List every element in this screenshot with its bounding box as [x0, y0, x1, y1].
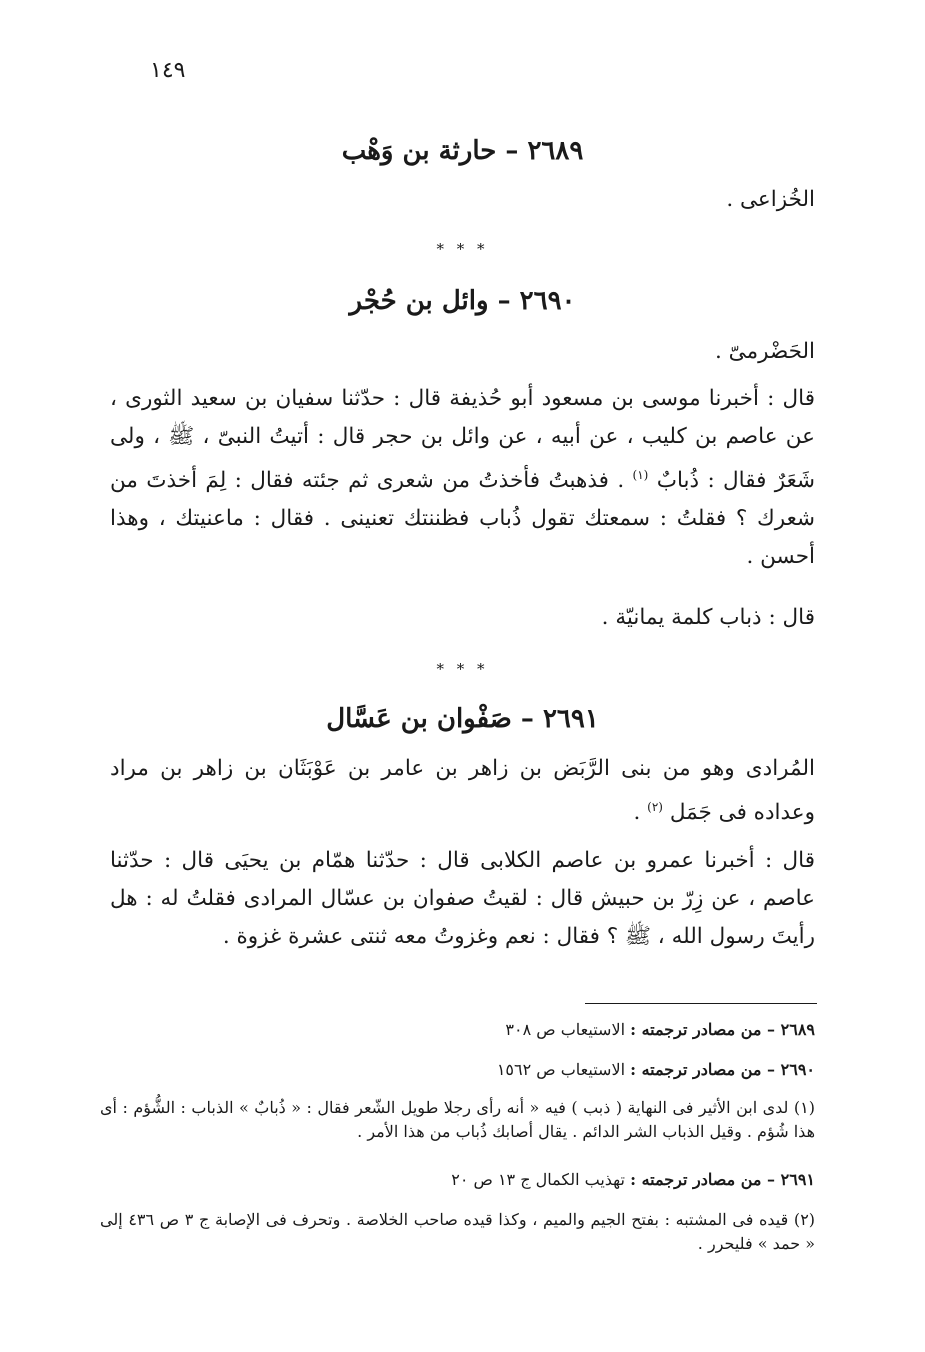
page-number: ١٤٩	[150, 58, 186, 83]
entry-title-2689: ٢٦٨٩ – حارثة بن وَهْب	[341, 136, 584, 166]
footnote-ref-2: (٢)	[647, 800, 663, 814]
footnote-sources-2691	[100, 1168, 815, 1192]
entry-title-2690: ٢٦٩٠ – وائل بن حُجْر	[349, 286, 576, 316]
lineage-text: المُرادى وهو من بنى الرَّبَض بن زاهر بن عامر بن عَوْبَثَان بن زاهر بن مراد وعداده فى جَمَل	[110, 756, 815, 826]
footnote-label: ٢٦٩٠ – من مصادر ترجمته :	[630, 1060, 815, 1079]
footnote-source: الاستيعاب ص ١٥٦٢	[496, 1060, 626, 1079]
section-separator: * * *	[436, 240, 489, 258]
lineage-end: .	[633, 800, 641, 826]
footnote-ref-1: (١)	[632, 468, 649, 482]
footnote-2: (٢) قيده فى المشتبه : بفتح الجيم والميم ، وكذا قيده صاحب الخلاصة . وتحرف فى الإصابة ج ٣ ص ٤٣٦ إلى « حمد » فليحرر .	[100, 1210, 816, 1253]
footnote-sources-2689	[100, 1018, 815, 1042]
footnote-source: تهذيب الكمال ج ١٣ ص ٢٠	[451, 1170, 626, 1189]
section-separator: * * *	[436, 660, 489, 678]
footnote-divider	[585, 1003, 817, 1004]
entry-paragraph-2690	[110, 380, 815, 576]
entry-title-2691: ٢٦٩١ – صَفْوان بن عَسَّال	[326, 704, 599, 734]
paragraph-text-cont: . فذهبتُ فأخذتُ من شعرى ثم جئته فقال : لِمَ أخذتَ من شعرك ؟ فقلتُ : سمعتك تقول ذُباب فظننتك تعنينى . فقال : ماعنيتك ، وهذا أحسن .	[110, 468, 815, 570]
footnote-sources-2690	[100, 1058, 815, 1082]
footnote-source: الاستيعاب ص ٣٠٨	[505, 1020, 626, 1039]
entry-closing-2690: قال : ذباب كلمة يمانيّة .	[601, 605, 815, 630]
footnote-label: ٢٦٨٩ – من مصادر ترجمته :	[630, 1020, 815, 1039]
entry-lineage-2691	[110, 750, 815, 832]
paragraph-text: قال : أخبرنا موسى بن مسعود أبو حُذيفة قال : حدّثنا سفيان بن سعيد الثورى ، عن عاصم بن كليب ، عن أبيه ، عن وائل بن حجر قال : أتيتُ النبىّ ، ﷺ ، ولى شَعَرٌ فقال : ذُبابٌ	[110, 386, 815, 494]
footnote-1: (١) لدى ابن الأثير فى النهاية ( ذبب ) فيه « أنه رأى رجلا طويل الشّعر فقال : « ذُبابٌ » الذباب : الشُّؤم : أى هذا شُؤم . وقيل الذباب الشر الدائم . يقال أصابك ذُباب من هذا الأمر .	[100, 1098, 815, 1141]
entry-nisba-2690: الحَضْرمىّ .	[714, 339, 815, 364]
entry-paragraph-2691: قال : أخبرنا عمرو بن عاصم الكلابى قال : حدّثنا همّام بن يحيَى قال : حدّثنا عاصم ، عن زِرّ بن حبيش قال : لقيتُ صفوان بن عسّال المرادى فقلتُ له : هل رأيتَ رسول الله ، ﷺ ؟ فقال : نعم وغزوتُ معه ثنتى عشرة غزوة .	[110, 848, 815, 949]
footnote-label: ٢٦٩١ – من مصادر ترجمته :	[630, 1170, 815, 1189]
entry-text-2689: الخُزاعى .	[726, 187, 815, 212]
